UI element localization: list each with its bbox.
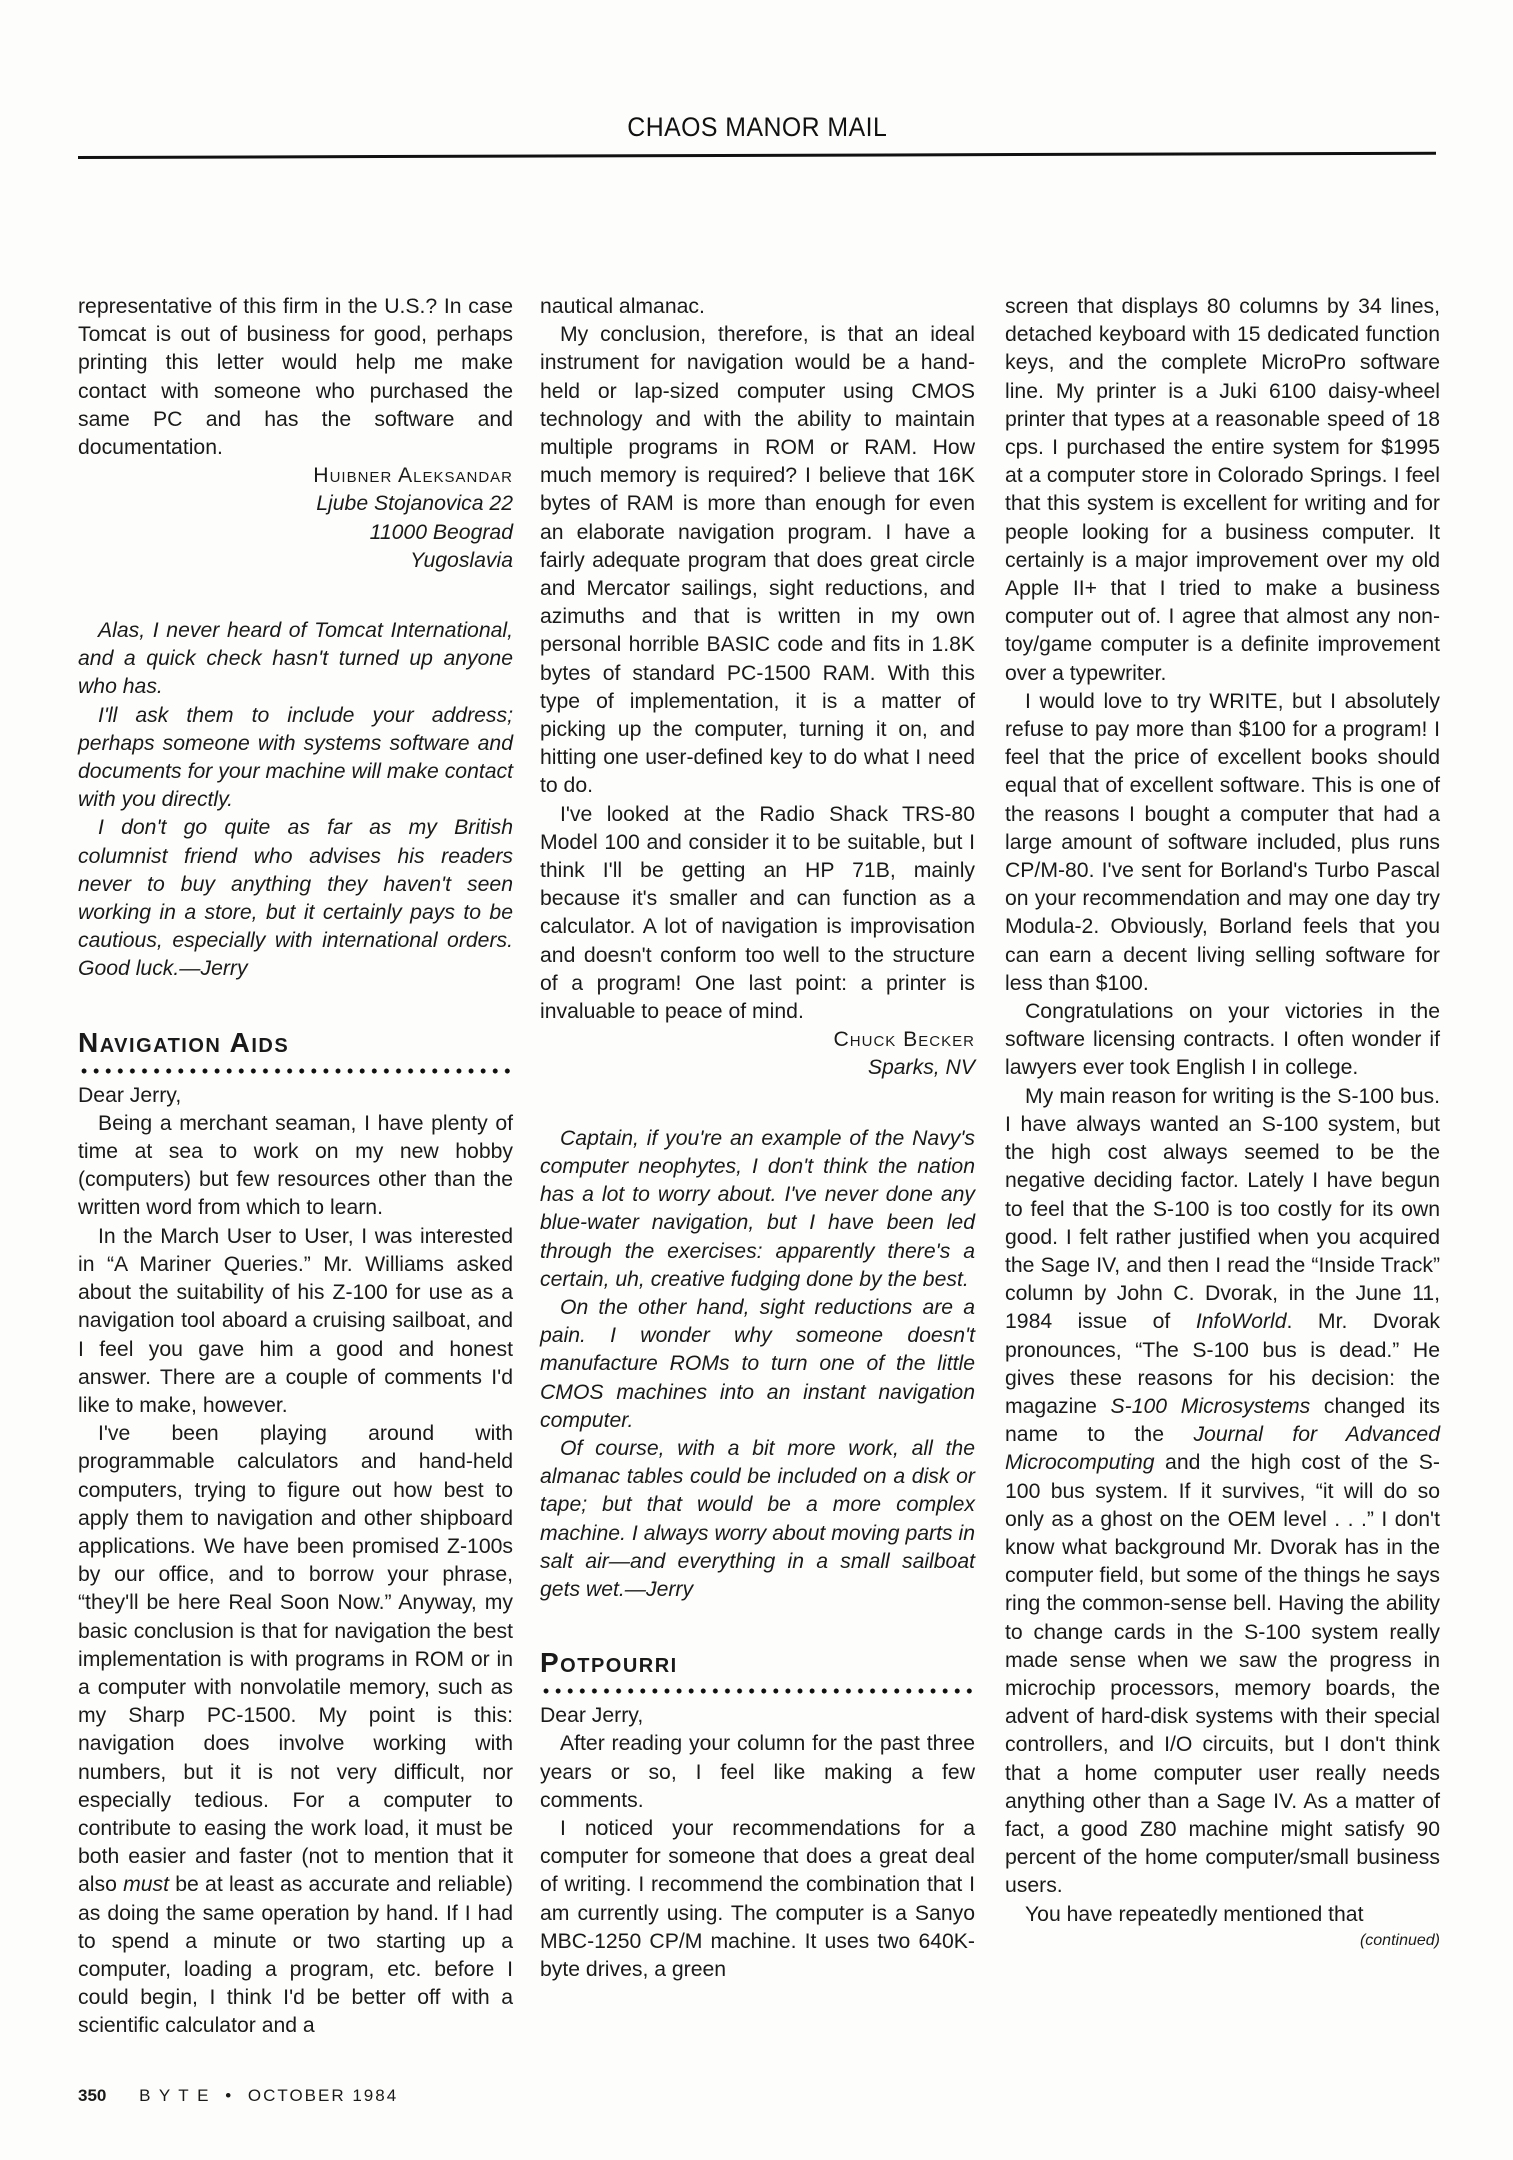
column-2 <box>540 293 975 1984</box>
letter-paragraph: After reading your column for the past three years or so, I feel like making a few comments. <box>540 1732 975 1812</box>
magazine-name: B Y T E <box>139 2086 211 2105</box>
signature-address-line: 11000 Beograd <box>369 520 513 544</box>
editor-reply: Of course, with a bit more work, all the almanac tables could be included on a disk or tape; but that would be a more complex machine. I always worry about moving parts in salt air—and everything in a small sailboat gets wet.—Jerry <box>540 1436 975 1601</box>
dotted-rule <box>540 1684 975 1698</box>
salutation: Dear Jerry, <box>540 1704 644 1728</box>
letter-paragraph: In the March User to User, I was interested in “A Mariner Queries.” Mr. Williams asked about the suitability of his Z-100 for use as a navigation tool aboard a cruising sailboat, and I feel you gave him a good and honest answer. There are a couple of comments I'd like to make, however. <box>78 1224 513 1417</box>
editor-reply: I'll ask them to include your address; perhaps someone with systems software and documents for your machine will make contact with you directly. <box>78 703 513 812</box>
editor-reply: Captain, if you're an example of the Navy's computer neophytes, I don't think the nation has a lot to worry about. I've never done any blue-water navigation, but I have been led through the exercises: apparently there's a certain, uh, creative fudging done by the best. <box>540 1126 975 1291</box>
publication-title: S-100 Microsystems <box>1110 1394 1311 1418</box>
section-heading-navigation-aids: Navigation Aids <box>78 1026 290 1058</box>
bullet-separator: • <box>225 2086 234 2105</box>
letter-continuation: screen that displays 80 columns by 34 lines, detached keyboard with 15 dedicated function keys, and the complete MicroPro software line. My printer is a Juki 6100 daisy-wheel printer that types at a reasonable speed of 18 cps. I purchased the entire system for $1995 at a computer store in Colorado Springs. I feel that this system is excellent for writing and for people looking for a business computer. It certainly is a major improvement over my old Apple II+ that I tried to make a business computer out of. I agree that almost any non-toy/game computer is a definite improvement over a typewriter. <box>1005 295 1440 685</box>
letter-paragraph: You have repeatedly mentioned that <box>1025 1902 1364 1926</box>
salutation: Dear Jerry, <box>78 1083 182 1107</box>
continued-label: (continued) <box>1359 1931 1440 1949</box>
page-footer <box>78 2086 398 2106</box>
column-1 <box>78 293 513 2041</box>
letter-paragraph: My main reason for writing is the S-100 bus. I have always wanted an S-100 system, but the high cost always seemed to be the negative deciding factor. Lately I have begun to feel that the S-100 is too costly for its own good. I felt rather justified when you acquired the Sage IV, and then I read the “Inside Track” column by John C. Dvorak, in the June 11, 1984 issue of InfoWorld. Mr. Dvorak pronounces, “The S-100 bus is dead.” He gives these reasons for his decision: the magazine S-100 Microsystems changed its name to the Journal for Advanced Microcomputing and the high cost of the S-100 bus system. If it survives, “it will do so only as a ghost on the OEM level . . .” I don't know what background Mr. Dvorak has in the computer field, but some of the things he says ring the common-sense bell. Having the ability to change cards in the S-100 system really made sense when we saw the progress in microchip processors, memory boards, the advent of hard-disk systems with their special controllers, and I/O circuits, but I don't think that a home computer user really needs anything other than a Sage IV. As a matter of fact, a good Z80 machine might satisfy 90 percent of the home computer/small business users. <box>1005 1084 1440 1898</box>
letter-paragraph: Being a merchant seaman, I have plenty of time at sea to work on my new hobby (computers) but few resources other than the written word from which to learn. <box>78 1111 513 1220</box>
letter-continuation: nautical almanac. <box>540 295 705 318</box>
letter-signature <box>78 462 513 575</box>
letter-paragraph: I've been playing around with programmable calculators and hand-held computers, trying to figure out how best to apply them to navigation and other shipboard applications. We have been promised Z-100s by our office, and to borrow your phrase, “they'll be here Real Soon Now.” Anyway, my basic conclusion is that for navigation the best implementation is with programs in ROM or in a computer with nonvolatile memory, such as my Sharp PC-1500. My point is this: navigation does involve working with numbers, but it is not very difficult, nor especially tedious. For a computer to contribute to easing the work load, it must be both easier and faster (not to mention that it also must be at least as accurate and reliable) as doing the same operation by hand. If I had to spend a minute or two starting up a computer, loading a program, etc. before I could begin, I think I'd be better off with a scientific calculator and a <box>78 1422 513 2038</box>
publication-title: Journal for Advanced Microcomputing <box>1005 1423 1440 1475</box>
signature-address-line: Yugoslavia <box>410 548 513 572</box>
signature-location: Sparks, NV <box>867 1056 975 1080</box>
page-number: 350 <box>78 2086 107 2105</box>
editor-reply: Alas, I never heard of Tomcat International, and a quick check hasn't turned up anyone who has. <box>78 619 513 699</box>
letter-paragraph: I would love to try WRITE, but I absolutely refuse to pay more than $100 for a program! I feel that the price of excellent books should equal that of excellent software. This is one of the reasons I bought a computer that had a large amount of software included, plus runs CP/M-80. I've sent for Borland's Turbo Pascal on your recommendation and may one day try Modula-2. Obviously, Borland feels that you can earn a decent living selling software for less than $100. <box>1005 689 1440 995</box>
letter-paragraph: I noticed your recommendations for a computer for someone that does a great deal of writing. I recommend the combination that I am currently using. The computer is a Sanyo MBC-1250 CP/M machine. It uses two 640K-byte drives, a green <box>540 1816 975 1981</box>
publication-title: InfoWorld <box>1195 1310 1287 1334</box>
editor-reply: I don't go quite as far as my British columnist friend who advises his readers never to buy anything they haven't seen working in a store, but it certainly pays to be cautious, especially with international orders. Good luck.—Jerry <box>78 816 513 981</box>
signature-name: Huibner Aleksandar <box>313 464 513 488</box>
signature-name: Chuck Becker <box>833 1028 975 1052</box>
section-heading-potpourri: Potpourri <box>540 1647 678 1679</box>
editor-reply: On the other hand, sight reductions are a pain. I wonder why someone doesn't manufacture ROMs to turn one of the little CMOS machines into an instant navigation computer. <box>540 1295 975 1432</box>
letter-continuation: representative of this firm in the U.S.? In case Tomcat is out of business for good, perhaps printing this letter would help me make contact with someone who purchased the same PC and has the software and documentation. <box>78 295 513 460</box>
emphasis: must <box>123 1873 170 1897</box>
letter-paragraph: My conclusion, therefore, is that an ideal instrument for navigation would be a hand-held or lap-sized computer using CMOS technology and with the ability to maintain multiple programs in ROM or RAM. How much memory is required? I believe that 16K bytes of RAM is more than enough for even an elaborate navigation program. I have a fairly adequate program that does great circle and Mercator sailings, sight reductions, and azimuths and that is written in my own personal horrible BASIC code and fits in 1.8K bytes of standard PC-1500 RAM. With this type of implementation, it is a matter of picking up the computer, turning it on, and hitting one user-defined key to do what I need to do. <box>540 323 975 798</box>
issue-date: OCTOBER 1984 <box>247 2086 399 2105</box>
dotted-rule <box>78 1064 513 1078</box>
column-3 <box>1005 293 1440 1953</box>
letter-paragraph: Congratulations on your victories in the software licensing contracts. I often wonder if lawyers ever took English I in college. <box>1005 1000 1440 1080</box>
letter-signature <box>540 1026 975 1082</box>
column-title: CHAOS MANOR MAIL <box>627 112 887 142</box>
letter-paragraph: I've looked at the Radio Shack TRS-80 Model 100 and consider it to be suitable, but I think I'll be getting an HP 71B, mainly because it's smaller and can function as a calculator. A lot of navigation is improvisation and doesn't conform too well to the structure of a program! One last point: a printer is invaluable to peace of mind. <box>540 802 975 1024</box>
header-rule <box>78 152 1436 159</box>
signature-address-line: Ljube Stojanovica 22 <box>316 492 513 516</box>
running-header <box>78 112 1436 143</box>
